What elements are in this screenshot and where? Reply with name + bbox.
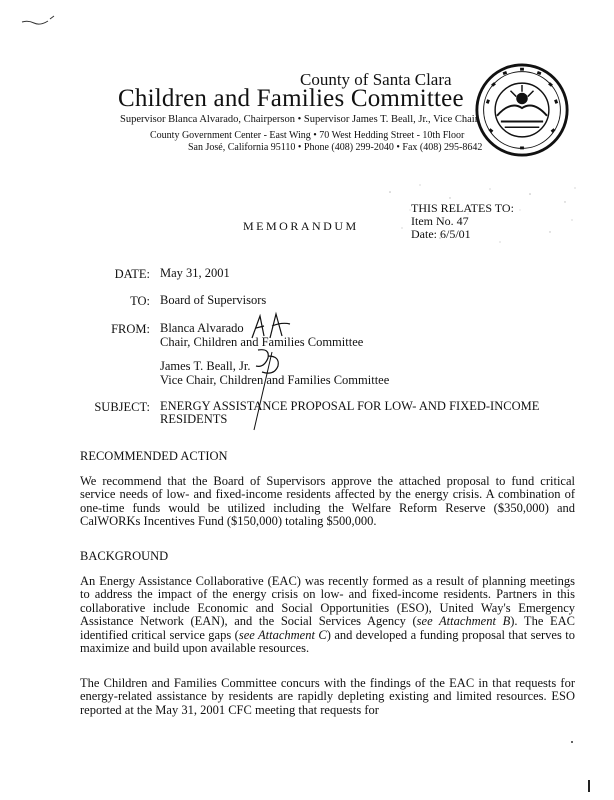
from-title-1: Chair, Children and Families Committee: [160, 335, 364, 349]
subject-label: SUBJECT:: [94, 400, 150, 414]
background-p1-part-a: An Energy Assistance Collaborative (EAC) was recently formed as a result of planning meetings to address the impact of the energy crisis on low- and fixed-income residents. Partners in this collaborative include Economic and Social Opportunities (ESO), United Way's Emergency Assistance Network (EAN), and the Social Services Agency (: [80, 574, 575, 629]
signature-ba-icon: [248, 308, 298, 344]
attachment-c-ref: see Attachment C: [238, 627, 327, 642]
subject-line-2: RESIDENTS: [160, 412, 228, 426]
signature-jb-icon: [248, 346, 288, 436]
relates-to-label: THIS RELATES TO:: [411, 201, 514, 215]
to-value: Board of Supervisors: [160, 293, 267, 307]
address-line-2: San José, California 95110 • Phone (408) 299-2040 • Fax (408) 295-8642: [188, 142, 483, 153]
background-p1-part-b: ). The EAC identified critical service gaps (: [80, 614, 575, 642]
relates-date: Date: 6/5/01: [411, 227, 471, 241]
background-heading: BACKGROUND: [80, 549, 169, 563]
from-label: FROM:: [111, 322, 150, 336]
date-value: May 31, 2001: [160, 266, 230, 280]
background-paragraph-1: [80, 575, 575, 655]
from-title-2: Vice Chair, Children and Families Committee: [160, 373, 390, 387]
pen-mark-icon: [20, 14, 60, 34]
address-line-1: County Government Center - East Wing • 70 West Hedding Street - 10th Floor: [150, 130, 465, 141]
to-label: TO:: [130, 294, 150, 308]
recommended-action-text: We recommend that the Board of Supervisors approve the attached proposal to fund critical service needs of low- and fixed-income residents affected by the energy crisis. A combination of one-time funds would be utilized including the Welfare Reform Reserve ($350,000) and CalWORKs Incentives Fund ($150,000) totaling $500,000.: [80, 474, 575, 529]
background-p1-part-c: ) and developed a funding proposal that serves to maximize and build upon available resources.: [80, 627, 576, 656]
recommended-action-heading: RECOMMENDED ACTION: [80, 449, 228, 463]
relates-to-stamp: [411, 202, 514, 241]
memo-title: MEMORANDUM: [243, 219, 359, 233]
background-paragraph-2: The Children and Families Committee concurs with the findings of the EAC in that requests for energy-related assistance by residents are rapidly depleting existing and limited resources. ESO reported at the May 31, 2001 CFC meeting that requests for: [80, 676, 575, 717]
committee-name: Children and Families Committee: [118, 85, 464, 112]
item-number: Item No. 47: [411, 214, 469, 228]
from-name-1: Blanca Alvarado: [160, 321, 244, 335]
date-label: DATE:: [114, 267, 150, 281]
attachment-b-ref: see Attachment B: [416, 614, 511, 629]
stray-mark-icon: [566, 736, 596, 796]
from-name-2: James T. Beall, Jr.: [160, 359, 251, 373]
county-seal-icon: [474, 62, 570, 158]
supervisors-line: Supervisor Blanca Alvarado, Chairperson • Supervisor James T. Beall, Jr., Vice Chair: [120, 114, 479, 125]
subject-line-1: ENERGY ASSISTANCE PROPOSAL FOR LOW- AND FIXED-INCOME: [160, 399, 540, 413]
county-name: County of Santa Clara: [300, 70, 452, 89]
